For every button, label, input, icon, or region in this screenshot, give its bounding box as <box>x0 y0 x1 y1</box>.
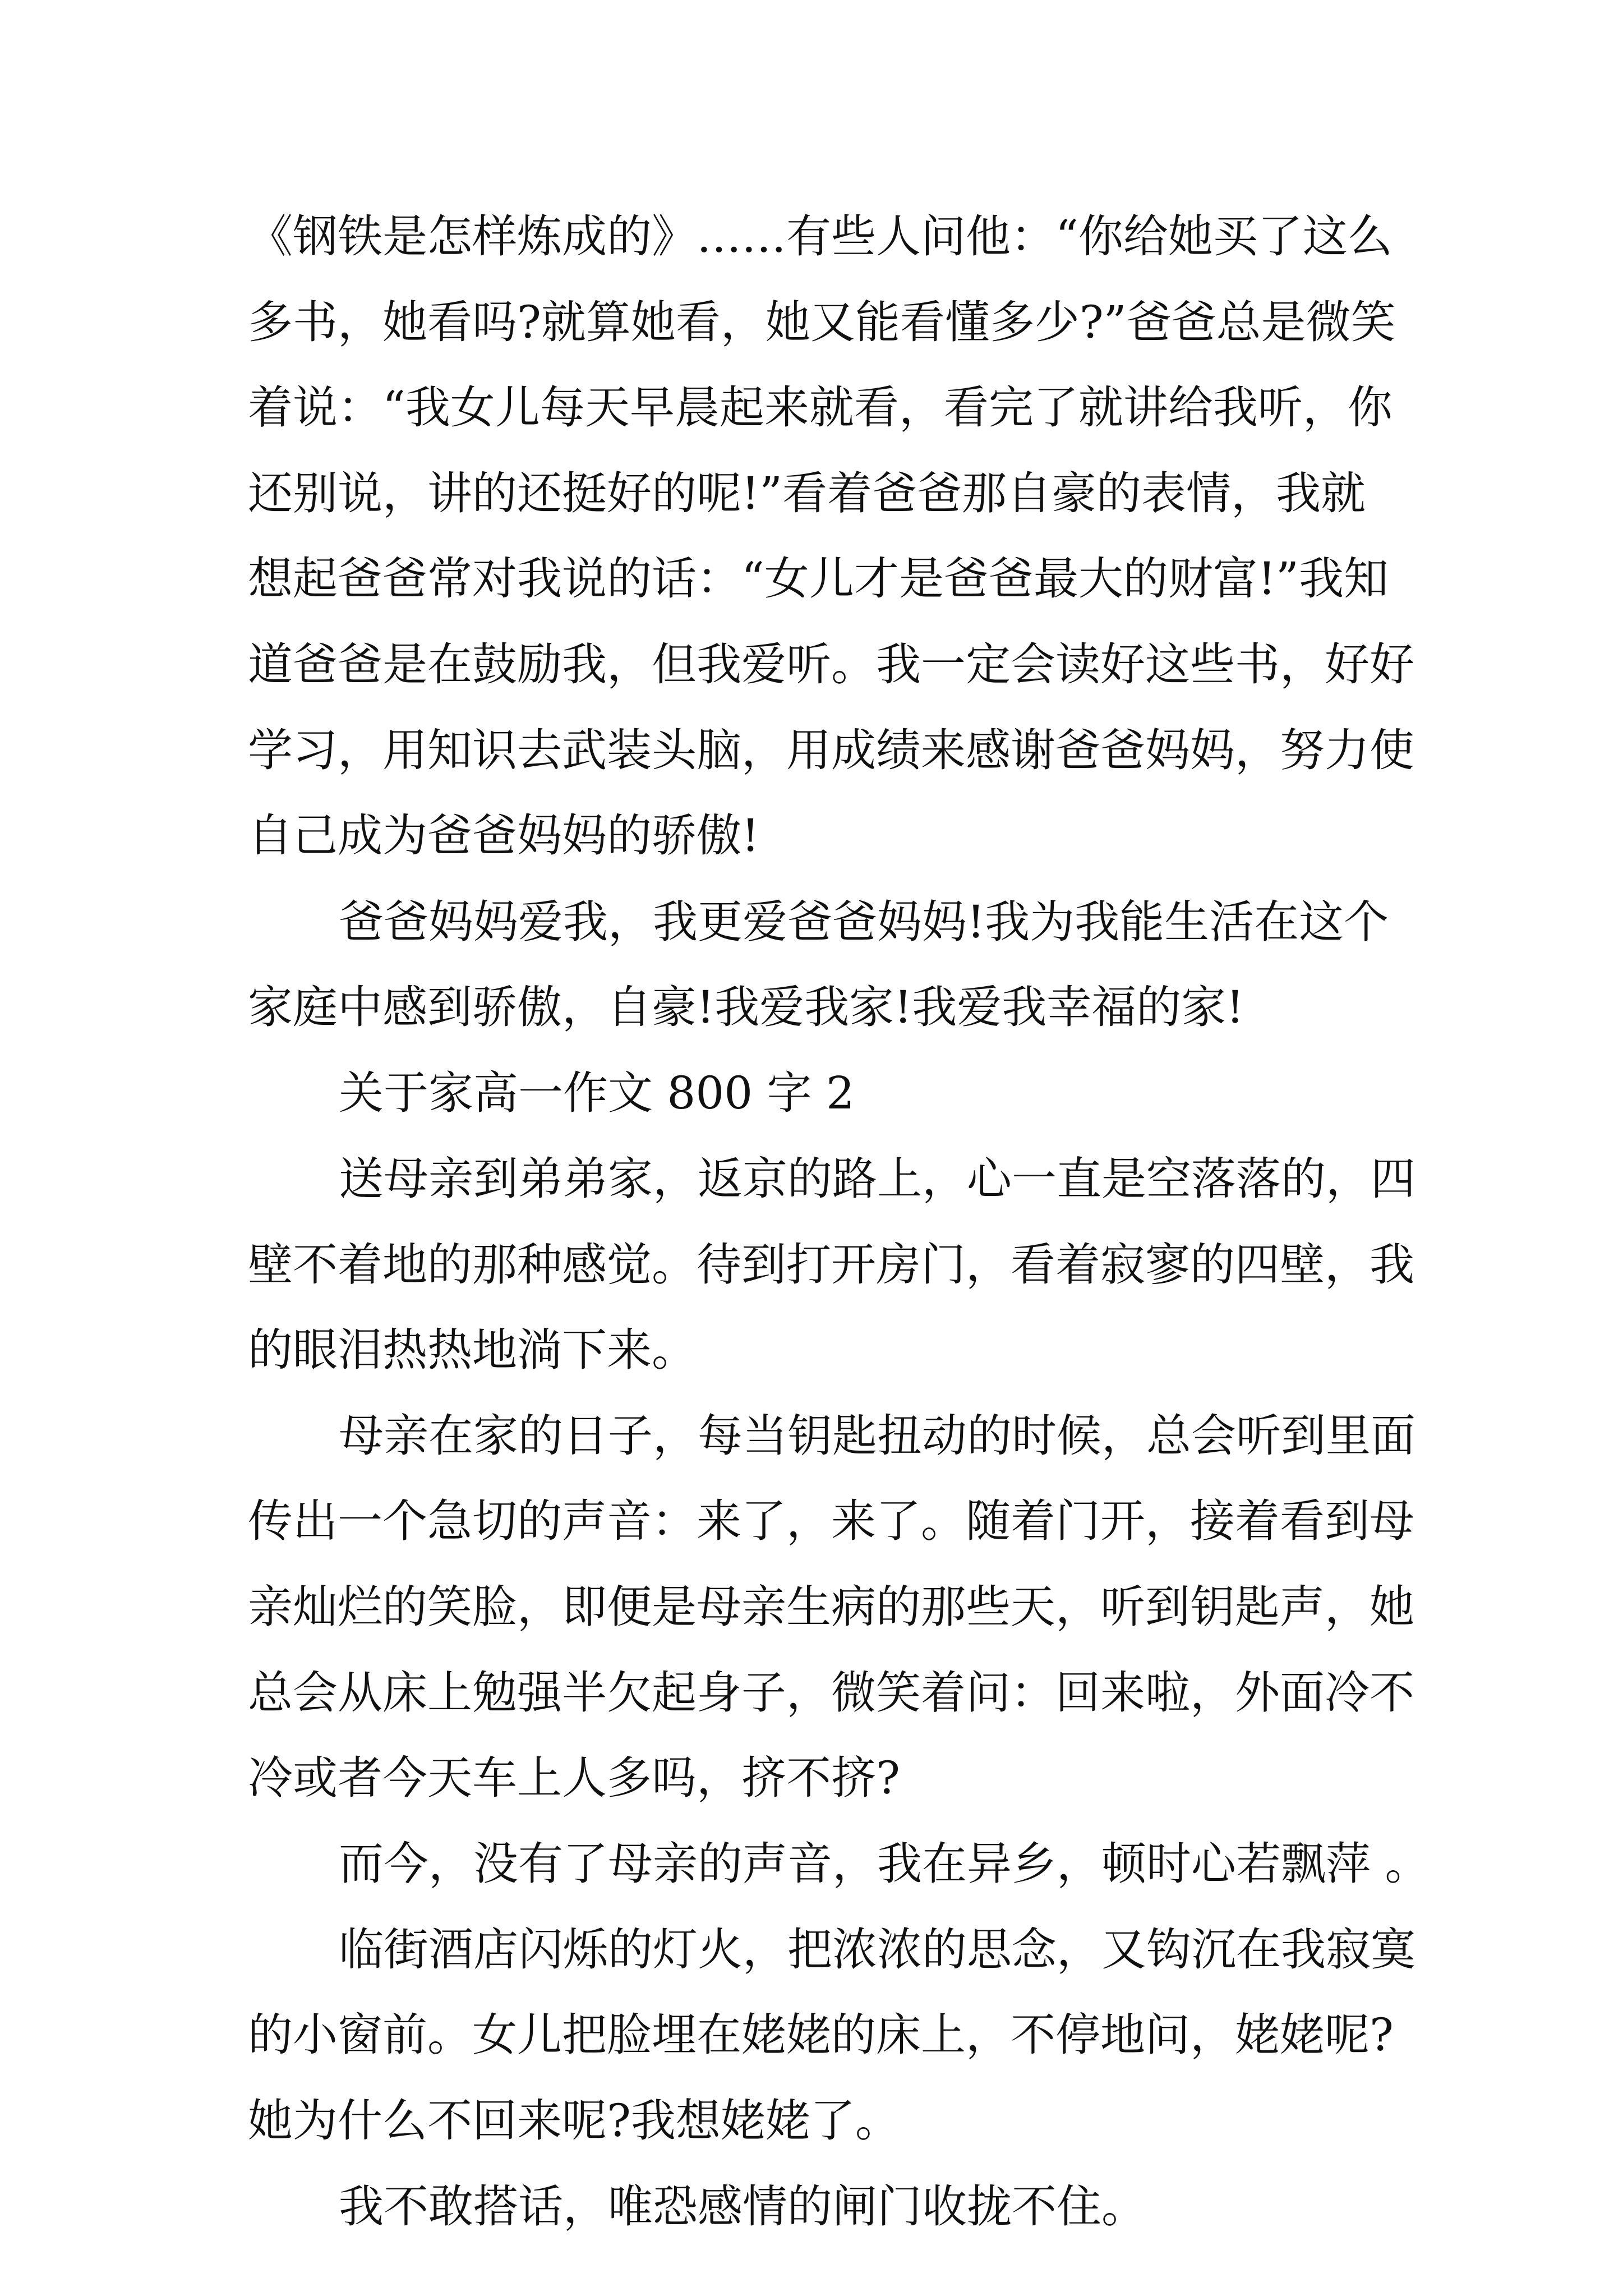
text-line: 道爸爸是在鼓励我，但我爱听。我一定会读好这些书，好好 <box>248 638 1414 691</box>
text-line: 的眼泪热热地淌下来。 <box>248 1324 697 1376</box>
text-line: 学习，用知识去武装头脑，用成绩来感谢爸爸妈妈，努力使 <box>248 724 1414 776</box>
paragraph-first-line: 母亲在家的日子，每当钥匙扭动的时候，总会听到里面 <box>339 1410 1415 1462</box>
paragraph-first-line: 而今，没有了母亲的声音，我在异乡，顿时心若飘萍 。 <box>339 1838 1430 1890</box>
text-line: 想起爸爸常对我说的话：“女儿才是爸爸最大的财富!”我知 <box>248 553 1389 605</box>
text-line: 亲灿烂的笑脸，即便是母亲生病的那些天，听到钥匙声，她 <box>248 1581 1414 1633</box>
text-line: 还别说，讲的还挺好的呢!”看着爸爸那自豪的表情，我就 <box>248 467 1366 519</box>
paragraph-first-line: 爸爸妈妈爱我，我更爱爸爸妈妈!我为我能生活在这个 <box>339 896 1389 948</box>
text-line: 壁不着地的那种感觉。待到打开房门，看着寂寥的四壁，我 <box>248 1239 1414 1291</box>
text-line: 自己成为爸爸妈妈的骄傲! <box>248 809 760 862</box>
text-line: 着说：“我女儿每天早晨起来就看，看完了就讲给我听，你 <box>248 381 1393 434</box>
text-line: 传出一个急切的声音：来了，来了。随着门开，接着看到母 <box>248 1495 1414 1547</box>
text-line: 多书，她看吗?就算她看，她又能看懂多少?”爸爸总是微笑 <box>248 296 1396 348</box>
text-line: 《钢铁是怎样炼成的》……有些人问他：“你给她买了这么 <box>248 210 1393 263</box>
paragraph-first-line: 我不敢搭话，唯恐感情的闸门收拢不住。 <box>339 2180 1146 2233</box>
text-line: 的小窗前。女儿把脸埋在姥姥的床上，不停地问，姥姥呢? <box>248 2009 1394 2061</box>
text-line: 家庭中感到骄傲，自豪!我爱我家!我爱我幸福的家! <box>248 981 1244 1033</box>
paragraph-first-line: 临街酒店闪烁的灯火，把浓浓的思念，又钩沉在我寂寞 <box>339 1924 1415 1976</box>
section-heading: 关于家高一作文 800 字 2 <box>339 1067 855 1119</box>
text-line: 总会从床上勉强半欠起身子，微笑着问：回来啦，外面冷不 <box>248 1667 1414 1719</box>
text-line: 冷或者今天车上人多吗，挤不挤? <box>248 1752 900 1804</box>
paragraph-first-line: 送母亲到弟弟家，返京的路上，心一直是空落落的，四 <box>339 1153 1415 1205</box>
text-line: 她为什么不回来呢?我想姥姥了。 <box>248 2095 900 2147</box>
